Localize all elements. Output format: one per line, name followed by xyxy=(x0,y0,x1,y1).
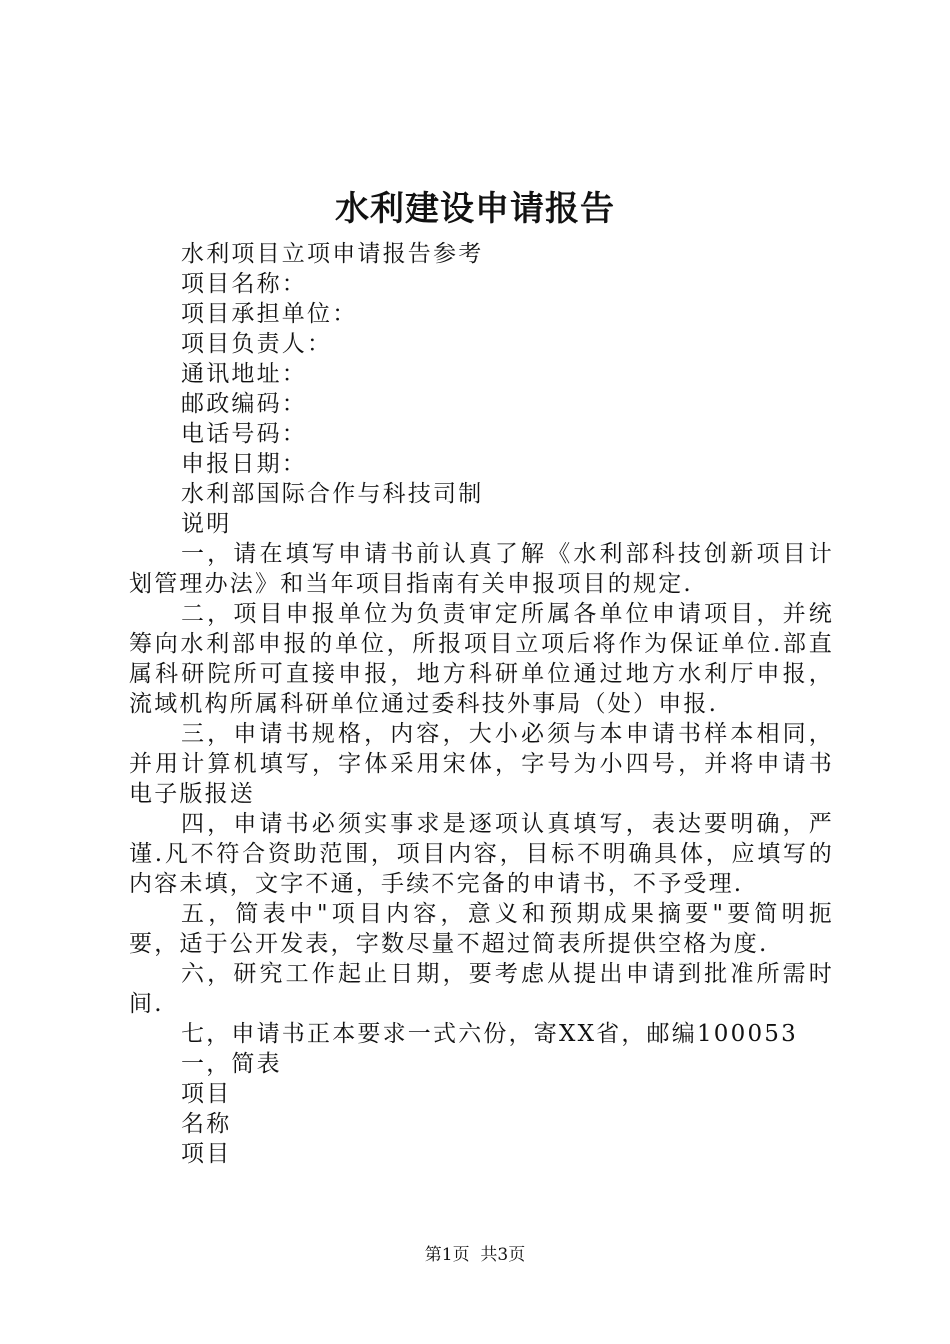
document-body xyxy=(129,239,834,1169)
document-subtitle: 水利项目立项申请报告参考 xyxy=(181,241,484,267)
document-issuer: 水利部国际合作与科技司制 xyxy=(181,481,484,507)
note-paragraph-4: 四，申请书必须实事求是逐项认真填写，表达要明确，严谨.凡不符合资助范围，项目内容，目标不明确具体，应填写的内容未填，文字不通，手续不完备的申请书，不予受理. xyxy=(129,811,834,897)
section-heading: 一，简表 xyxy=(181,1051,282,1077)
table-label: 项目 xyxy=(181,1081,232,1107)
field-address: 通讯地址： xyxy=(181,361,307,387)
field-project-name: 项目名称： xyxy=(181,271,307,297)
note-paragraph-3: 三，申请书规格，内容，大小必须与本申请书样本相同，并用计算机填写，字体采用宋体，字号为小四号，并将申请书电子版报送 xyxy=(129,721,834,807)
field-project-leader: 项目负责人： xyxy=(181,331,333,357)
field-phone: 电话号码： xyxy=(181,421,307,447)
note-paragraph-6: 六，研究工作起止日期，要考虑从提出申请到批准所需时间. xyxy=(129,961,834,1017)
field-project-unit: 项目承担单位： xyxy=(181,301,358,327)
field-postal-code: 邮政编码： xyxy=(181,391,307,417)
page-footer: 第1页 共3页 xyxy=(424,1245,526,1265)
note-paragraph-5: 五，简表中"项目内容，意义和预期成果摘要"要简明扼要，适于公开发表，字数尽量不超过简表所提供空格为度. xyxy=(129,901,834,957)
note-paragraph-1: 一，请在填写申请书前认真了解《水利部科技创新项目计划管理办法》和当年项目指南有关申报项目的规定. xyxy=(129,541,834,597)
field-application-date: 申报日期： xyxy=(181,451,307,477)
note-paragraph-2: 二，项目申报单位为负责审定所属各单位申请项目，并统筹向水利部申报的单位，所报项目立项后将作为保证单位.部直属科研院所可直接申报，地方科研单位通过地方水利厅申报，流域机构所属科研单位通过委科技外事局（处）申报. xyxy=(129,601,834,717)
note-paragraph-7: 七，申请书正本要求一式六份，寄XX省，邮编100053 xyxy=(181,1021,798,1047)
document-title: 水利建设申请报告 xyxy=(335,189,615,229)
table-label: 名称 xyxy=(181,1111,232,1137)
notes-heading: 说明 xyxy=(181,511,232,537)
table-label: 项目 xyxy=(181,1141,232,1167)
